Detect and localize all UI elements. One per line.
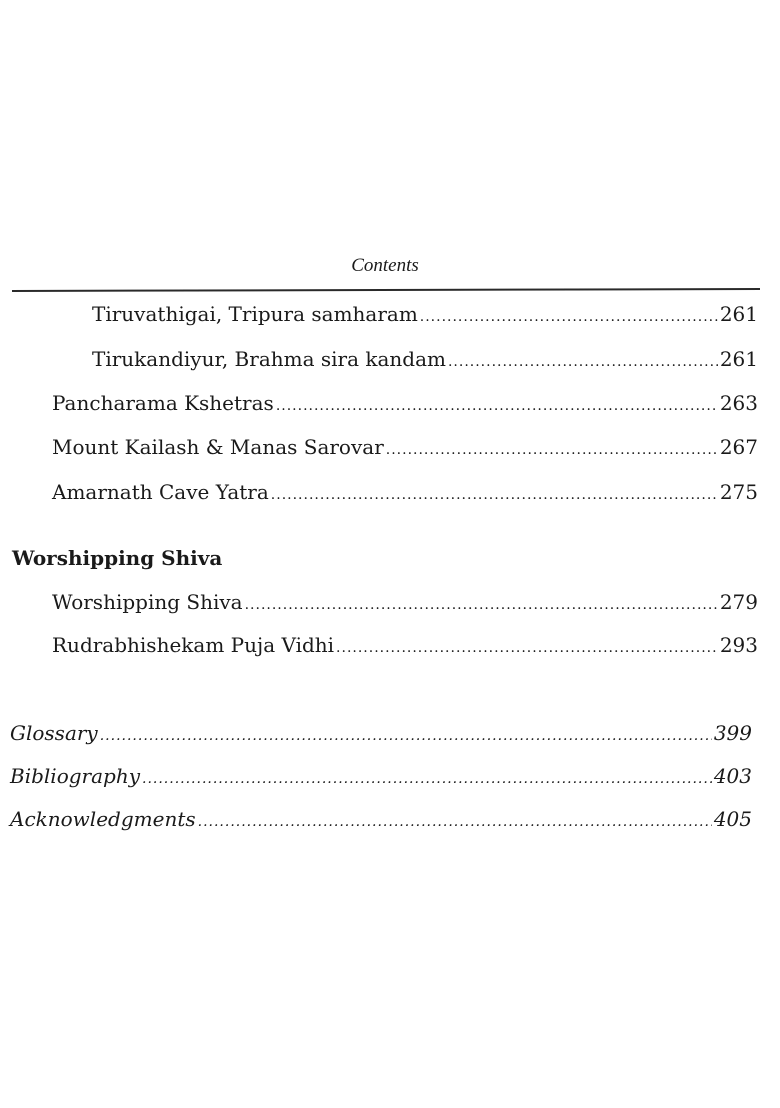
entry-title: Pancharama Kshetras	[52, 391, 274, 415]
entry-title: Rudrabhishekam Puja Vidhi	[52, 633, 335, 657]
entry-title: Tiruvathigai, Tripura samharam	[92, 302, 418, 326]
entry-title: Bibliography	[10, 764, 140, 788]
entry-page: 267	[719, 435, 758, 459]
dot-leader	[276, 398, 718, 414]
dot-leader	[336, 640, 718, 656]
toc-entry[interactable]	[52, 391, 758, 415]
dot-leader	[198, 814, 712, 830]
entry-page: 263	[719, 391, 758, 415]
toc-entry[interactable]	[10, 721, 752, 745]
toc-entry[interactable]	[10, 764, 752, 788]
dot-leader	[386, 442, 718, 458]
running-header: Contents	[351, 255, 419, 276]
entry-page: 405	[713, 807, 752, 831]
header-rule	[12, 288, 760, 292]
dot-leader	[142, 771, 712, 787]
entry-page: 261	[719, 302, 758, 326]
dot-leader	[448, 354, 718, 370]
entry-page: 293	[719, 633, 758, 657]
toc-entry[interactable]	[52, 590, 758, 614]
toc-entry[interactable]	[52, 435, 758, 459]
dot-leader	[271, 487, 718, 503]
toc-entry[interactable]	[52, 633, 758, 657]
section-heading: Worshipping Shiva	[12, 546, 223, 570]
entry-title: Tirukandiyur, Brahma sira kandam	[92, 347, 446, 371]
entry-page: 399	[713, 721, 752, 745]
entry-page: 261	[719, 347, 758, 371]
toc-entry[interactable]	[52, 480, 758, 504]
toc-entry[interactable]	[92, 302, 758, 326]
toc-entry[interactable]	[10, 807, 752, 831]
dot-leader	[420, 309, 718, 325]
entry-title: Mount Kailash & Manas Sarovar	[52, 435, 384, 459]
entry-page: 279	[719, 590, 758, 614]
entry-title: Amarnath Cave Yatra	[52, 480, 269, 504]
dot-leader	[100, 728, 712, 744]
toc-entry[interactable]	[92, 347, 758, 371]
entry-page: 403	[713, 764, 752, 788]
entry-title: Worshipping Shiva	[52, 590, 243, 614]
entry-page: 275	[719, 480, 758, 504]
entry-title: Acknowledgments	[10, 807, 196, 831]
entry-title: Glossary	[10, 721, 98, 745]
dot-leader	[245, 597, 718, 613]
